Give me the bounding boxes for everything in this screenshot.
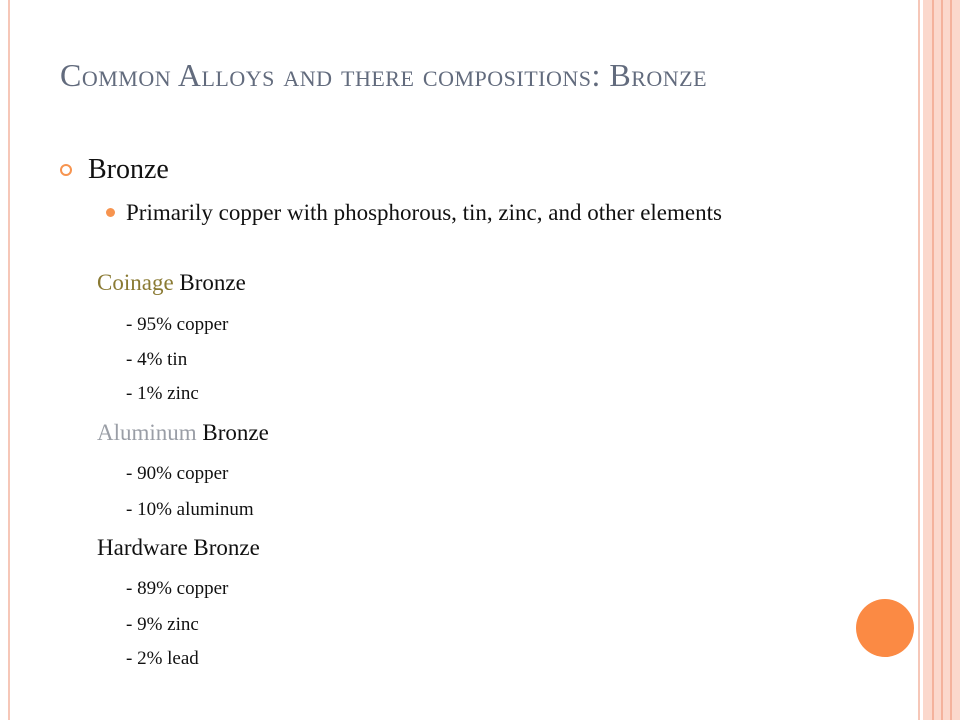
alloy-prefix: Aluminum [97, 420, 197, 445]
ring-bullet-icon [60, 164, 72, 176]
bullet-level2 [106, 197, 826, 228]
component-item: - 1% zinc [126, 383, 199, 404]
component-item: - 89% copper [126, 578, 229, 599]
description-text: Primarily copper with phosphorous, tin, zinc, and other elements [126, 200, 722, 225]
alloy-prefix: Coinage [97, 270, 174, 295]
alloy-prefix: Hardware [97, 535, 188, 560]
heading-text: Bronze [88, 154, 169, 185]
frame-left-line [8, 0, 10, 720]
frame-right-line [918, 0, 920, 720]
alloy-name-hardware [97, 535, 260, 561]
component-item: - 95% copper [126, 314, 229, 335]
component-item: - 2% lead [126, 648, 199, 669]
frame-stripe [932, 0, 934, 720]
alloy-suffix: Bronze [179, 270, 246, 295]
component-item: - 10% aluminum [126, 499, 254, 520]
frame-stripe [941, 0, 943, 720]
alloy-suffix: Bronze [193, 535, 260, 560]
slide-title: Common Alloys and there compositions: Bronze [60, 57, 708, 93]
decorative-circle [856, 599, 914, 657]
alloy-name-coinage [97, 270, 246, 296]
frame-stripe [950, 0, 952, 720]
dot-bullet-icon [106, 208, 115, 217]
alloy-suffix: Bronze [202, 420, 269, 445]
component-item: - 4% tin [126, 349, 188, 370]
component-item: - 9% zinc [126, 614, 199, 635]
component-item: - 90% copper [126, 463, 229, 484]
alloy-name-aluminum [97, 420, 269, 446]
